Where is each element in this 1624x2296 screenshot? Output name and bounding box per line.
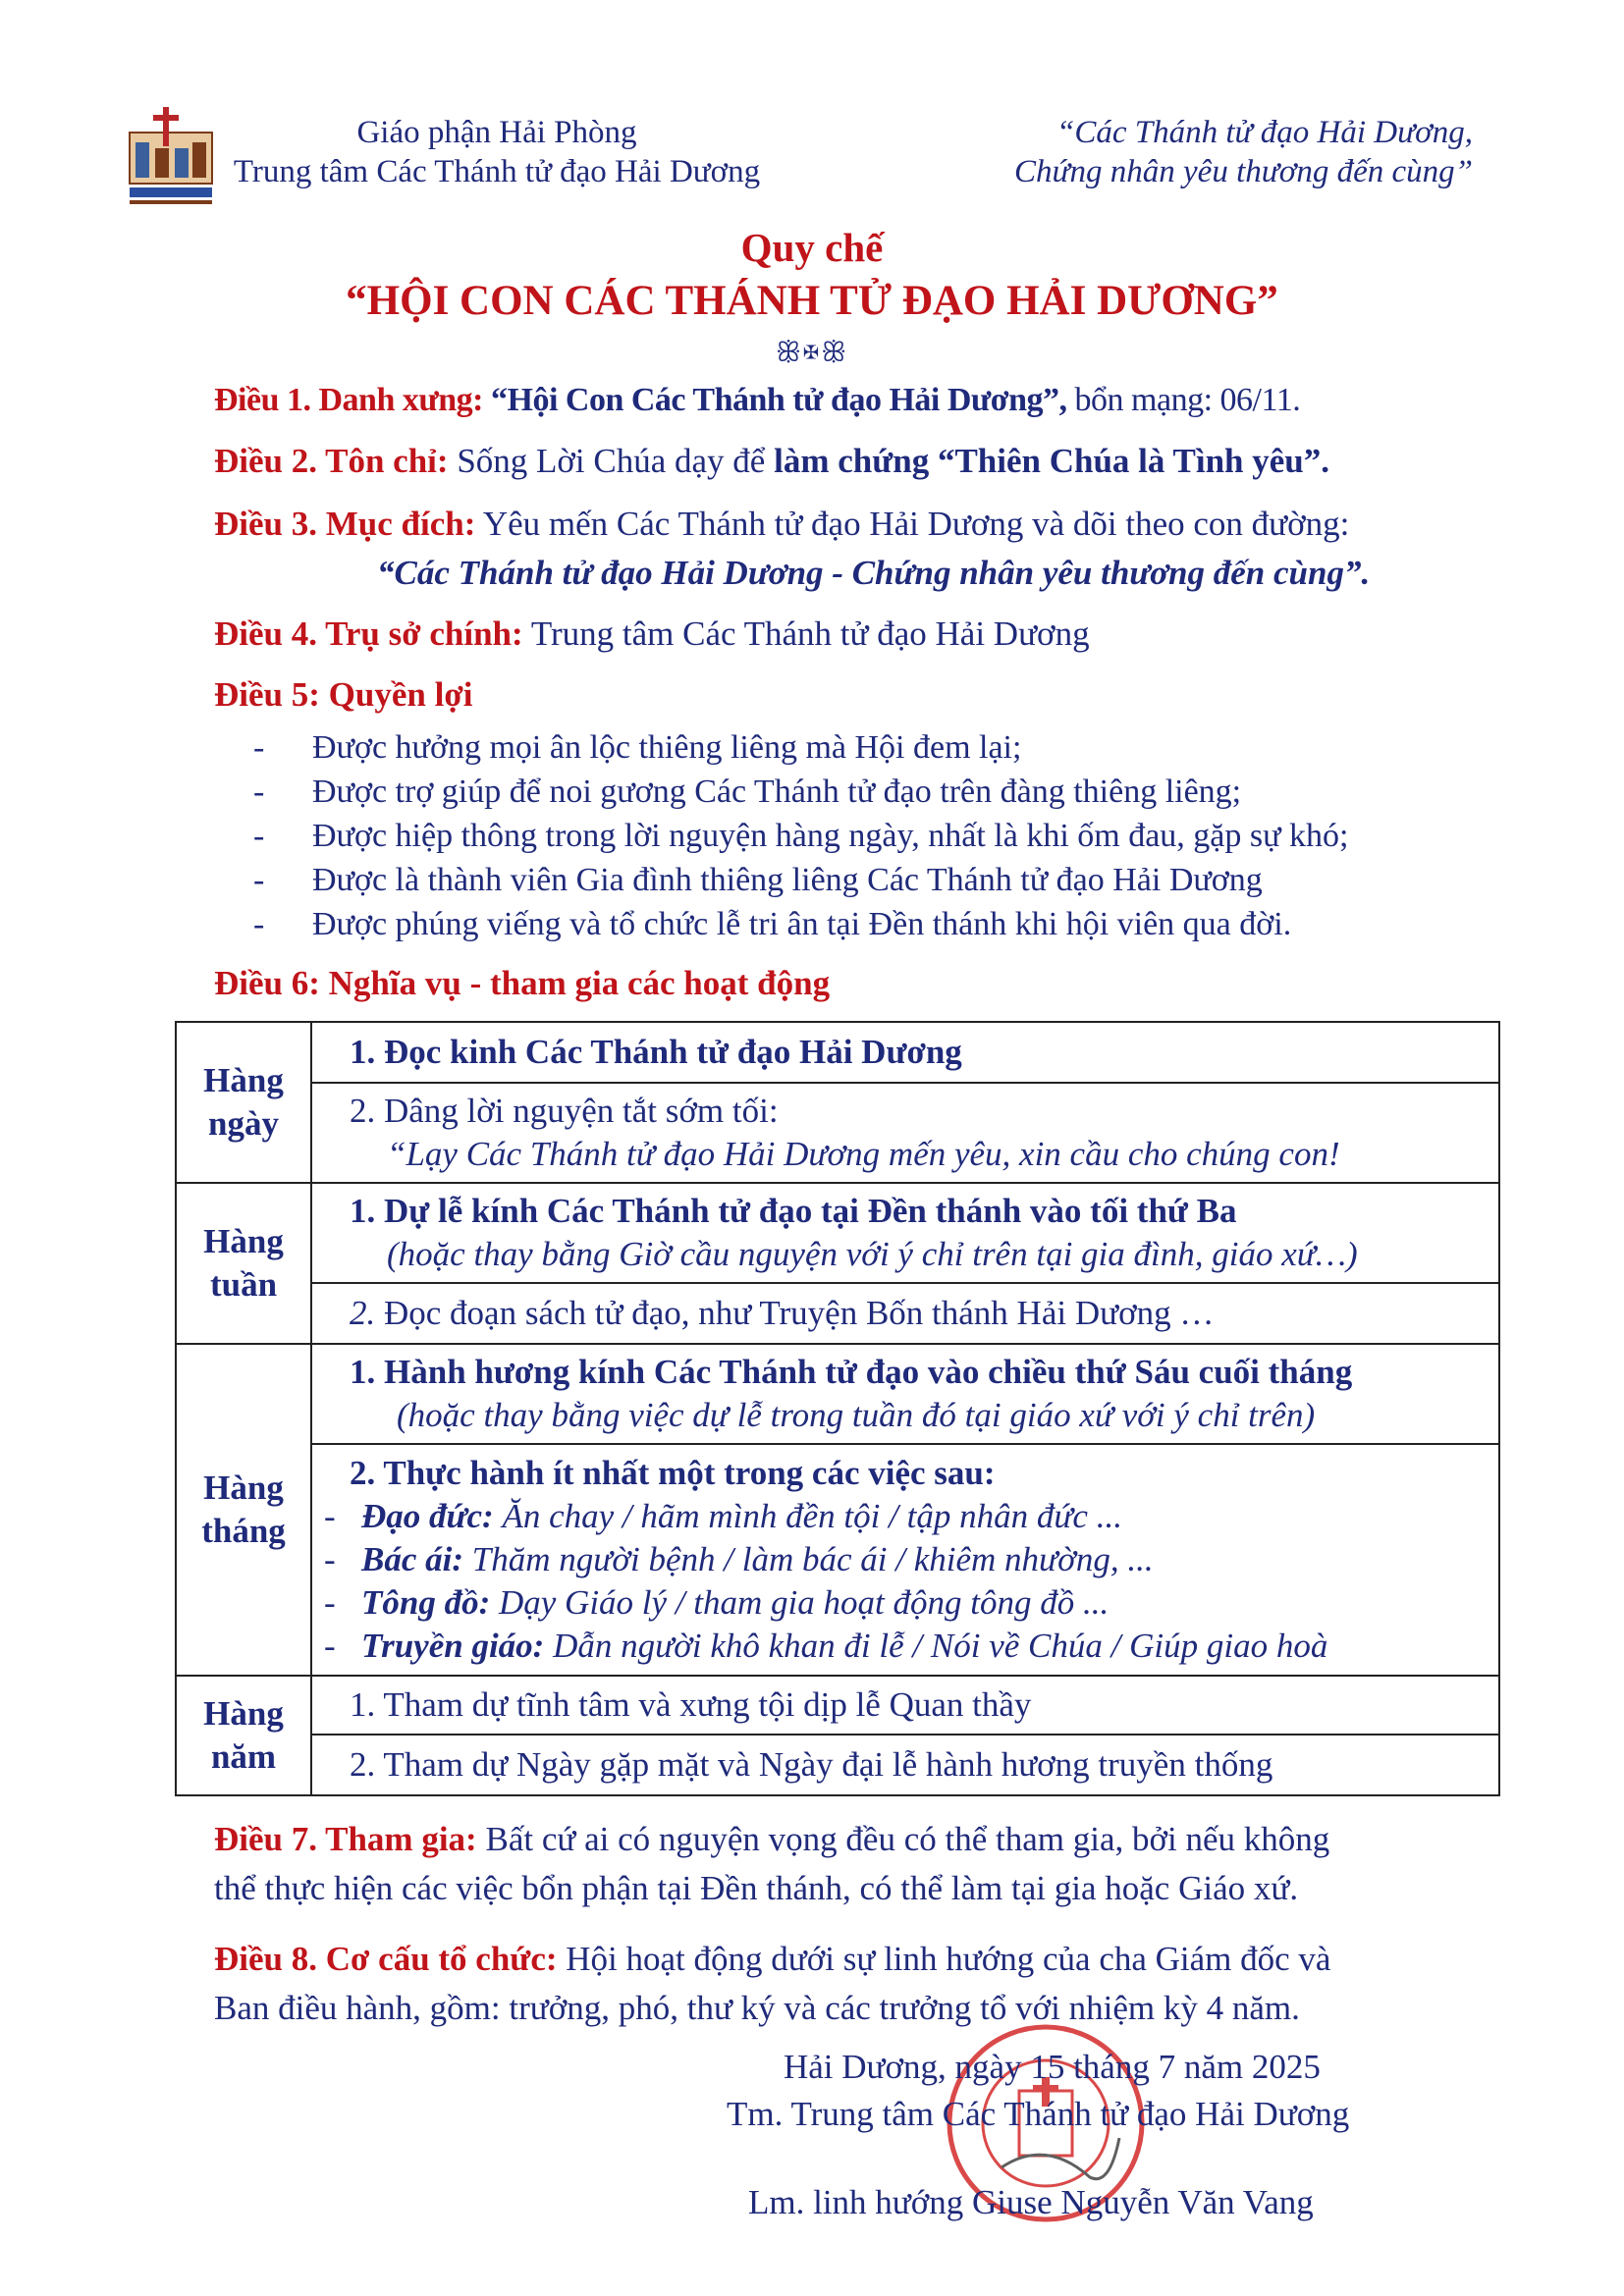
yearly-item-1: 1. Tham dự tĩnh tâm và xưng tội dịp lễ Quan thầy	[311, 1676, 1499, 1735]
article-4-label: Điều 4. Trụ sở chính:	[214, 614, 523, 653]
list-item-text: Được hiệp thông trong lời nguyện hàng ngày, nhất là khi ốm đau, gặp sự khó;	[312, 818, 1349, 854]
article-3-label: Điều 3. Mục đích:	[214, 505, 476, 543]
on-behalf-of: Tm. Trung tâm Các Thánh tử đạo Hải Dương	[727, 2095, 1350, 2133]
row-label-daily	[176, 1022, 311, 1183]
article-1-name: “Hội Con Các Thánh tử đạo Hải Dương”,	[491, 382, 1067, 418]
list-item	[253, 726, 1021, 770]
label-line: năm	[210, 1737, 277, 1776]
monthly-item-2-text: 2. Thực hành ít nhất một trong các việc sau:	[350, 1454, 996, 1492]
practice-item	[324, 1625, 1498, 1668]
practice-label: Đạo đức:	[361, 1497, 494, 1535]
monthly-item-1-text: 1. Hành hương kính Các Thánh tử đạo vào chiều thứ Sáu cuối tháng	[350, 1353, 1353, 1391]
article-4-text: Trung tâm Các Thánh tử đạo Hải Dương	[530, 614, 1090, 653]
article-1-patron: bổn mạng: 06/11.	[1074, 382, 1301, 418]
signing-date: Hải Dương, ngày 15 tháng 7 năm 2025	[784, 2048, 1321, 2086]
obligations-table	[175, 1021, 1500, 1796]
practice-item	[324, 1581, 1498, 1625]
article-4	[214, 613, 1090, 656]
list-item	[253, 903, 1291, 946]
article-7-text-2: thể thực hiện các việc bổn phận tại Đền thánh, có thể làm tại gia hoặc Giáo xứ.	[214, 1869, 1299, 1907]
article-7-text-1: Bất cứ ai có nguyện vọng đều có thể tham gia, bởi nếu không	[485, 1820, 1330, 1858]
article-3	[214, 503, 1349, 546]
diocese-name: Giáo phận Hải Phòng	[356, 115, 637, 150]
practice-text: Dẫn người khô khan đi lễ / Nói về Chúa / Giúp giao hoà	[553, 1627, 1328, 1665]
practice-text: Dạy Giáo lý / tham gia hoạt động tông đồ ...	[499, 1583, 1110, 1622]
list-dash: -	[253, 774, 265, 810]
center-name: Trung tâm Các Thánh tử đạo Hải Dương	[233, 154, 761, 189]
list-item-text: Được trợ giúp để noi gương Các Thánh tử đạo trên đàng thiêng liêng;	[312, 774, 1242, 810]
motto-line-1: “Các Thánh tử đạo Hải Dương,	[1056, 115, 1473, 150]
article-7-label: Điều 7. Tham gia:	[214, 1820, 477, 1858]
yearly-item-2: 2. Tham dự Ngày gặp mặt và Ngày đại lễ hành hương truyền thống	[311, 1735, 1499, 1795]
article-8	[214, 1938, 1330, 1981]
header-left	[222, 113, 772, 191]
document-subtitle: “HỘI CON CÁC THÁNH TỬ ĐẠO HẢI DƯƠNG”	[346, 278, 1278, 324]
label-line: ngày	[208, 1104, 279, 1143]
article-8-text-1: Hội hoạt động dưới sự linh hướng của cha Giám đốc và	[566, 1940, 1331, 1978]
header-motto	[943, 113, 1473, 191]
article-8-label: Điều 8. Cơ cấu tổ chức:	[214, 1940, 558, 1978]
label-line: Hàng	[203, 1061, 284, 1099]
monthly-item-1	[311, 1344, 1499, 1444]
practice-label: Truyền giáo:	[361, 1627, 545, 1665]
document-title: Quy chế	[740, 225, 884, 270]
article-2-label: Điều 2. Tôn chỉ:	[214, 442, 449, 480]
label-line: tuần	[209, 1265, 278, 1304]
list-item-text: Được hưởng mọi ân lộc thiêng liêng mà Hội đem lại;	[312, 729, 1022, 766]
weekly-item-2	[311, 1283, 1499, 1344]
label-line: Hàng	[203, 1468, 284, 1507]
weekly-item-2-text: Đọc đoạn sách tử đạo, như Truyện Bốn thánh Hải Dương …	[384, 1294, 1215, 1332]
weekly-item-2-num: 2.	[350, 1294, 376, 1332]
article-8-text-2: Ban điều hành, gồm: trưởng, phó, thư ký và các trưởng tổ với nhiệm kỳ 4 năm.	[214, 1989, 1300, 2027]
weekly-item-1	[311, 1183, 1499, 1283]
label-line: Hàng	[203, 1222, 284, 1260]
article-2-bold: làm chứng “Thiên Chúa là Tình yêu”.	[774, 442, 1330, 480]
list-item-text: Được là thành viên Gia đình thiêng liêng Các Thánh tử đạo Hải Dương	[312, 862, 1263, 898]
ornament-divider: ꕥ✠ꕥ	[775, 338, 849, 368]
diocese-logo	[126, 103, 216, 211]
list-dash: -	[324, 1627, 336, 1665]
list-dash: -	[253, 818, 265, 854]
article-2-text: Sống Lời Chúa dạy để	[457, 442, 766, 480]
practice-item	[324, 1495, 1498, 1538]
list-dash: -	[253, 729, 265, 766]
list-dash: -	[253, 862, 265, 898]
signer-name: Lm. linh hướng Giuse Nguyễn Văn Vang	[748, 2183, 1314, 2221]
article-5-label: Điều 5: Quyền lợi	[214, 675, 473, 714]
article-2	[214, 440, 1329, 483]
label-line: Hàng	[203, 1694, 284, 1733]
daily-prayer-quote: “Lạy Các Thánh tử đạo Hải Dương mến yêu, xin cầu cho chúng con!	[387, 1135, 1340, 1173]
article-7	[214, 1818, 1329, 1861]
list-item	[253, 859, 1263, 902]
list-item	[253, 815, 1349, 858]
weekly-item-1-text: 1. Dự lễ kính Các Thánh tử đạo tại Đền thánh vào tối thứ Ba	[350, 1192, 1237, 1230]
row-label-weekly	[176, 1183, 311, 1344]
row-label-yearly	[176, 1676, 311, 1795]
daily-item-2-text: 2. Dâng lời nguyện tắt sớm tối:	[350, 1092, 779, 1130]
list-dash: -	[324, 1583, 336, 1622]
row-label-monthly	[176, 1344, 311, 1676]
list-item-text: Được phúng viếng và tổ chức lễ tri ân tại Đền thánh khi hội viên qua đời.	[312, 906, 1292, 942]
practice-item	[324, 1538, 1498, 1581]
list-dash: -	[324, 1497, 336, 1535]
label-line: tháng	[201, 1512, 286, 1550]
practice-label: Bác ái:	[361, 1540, 464, 1578]
list-item	[253, 771, 1241, 814]
weekly-item-1-note: (hoặc thay bằng Giờ cầu nguyện với ý chỉ trên tại gia đình, giáo xứ…)	[387, 1235, 1358, 1273]
list-dash: -	[324, 1540, 336, 1578]
article-6-label: Điều 6: Nghĩa vụ - tham gia các hoạt động	[214, 964, 831, 1002]
motto-line-2: Chứng nhân yêu thương đến cùng”	[1014, 154, 1473, 189]
daily-item-2	[311, 1083, 1499, 1183]
monthly-item-1-note: (hoặc thay bằng việc dự lễ trong tuần đó tại giáo xứ với ý chỉ trên)	[397, 1396, 1316, 1434]
practice-text: Thăm người bệnh / làm bác ái / khiêm nhường, ...	[471, 1540, 1154, 1578]
daily-item-1: 1. Đọc kinh Các Thánh tử đạo Hải Dương	[311, 1022, 1499, 1083]
list-dash: -	[253, 906, 265, 942]
signature-block	[727, 2044, 1414, 2226]
article-3-quote: “Các Thánh tử đạo Hải Dương - Chứng nhân yêu thương đến cùng”.	[377, 554, 1371, 592]
article-3-text: Yêu mến Các Thánh tử đạo Hải Dương và dõi theo con đường:	[482, 505, 1350, 543]
monthly-item-2	[311, 1444, 1499, 1676]
practice-label: Tông đồ:	[361, 1583, 491, 1622]
article-1-label: Điều 1. Danh xưng:	[214, 382, 484, 418]
practice-text: Ăn chay / hãm mình đền tội / tập nhân đức ...	[502, 1497, 1122, 1535]
article-1	[214, 379, 1300, 422]
